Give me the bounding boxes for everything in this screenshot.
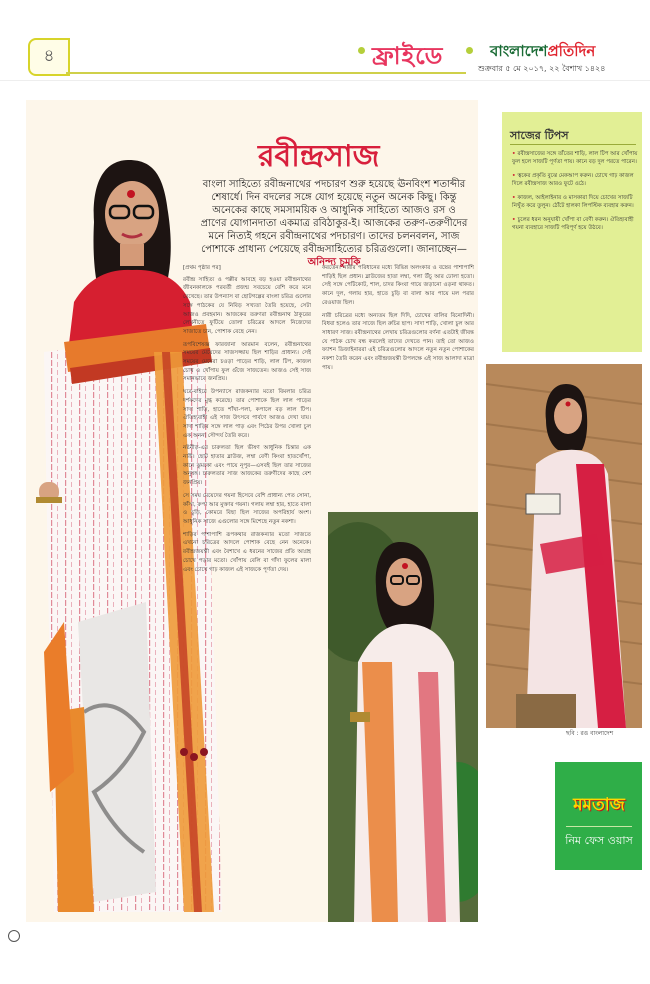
tip-item <box>512 194 638 210</box>
article-column-1 <box>183 264 311 924</box>
page-number: ৪ <box>28 38 70 76</box>
photo-credit: ছবি : রঙ বাংলাদেশ <box>566 730 614 737</box>
header-divider <box>0 80 650 81</box>
registration-mark-icon <box>8 930 20 942</box>
article-column-2 <box>322 264 474 514</box>
model-photo-middle <box>328 512 478 922</box>
paragraph: নষ্টনীড়-এর চারুলতা ছিল ভীষণ আধুনিক চিন্তার এক নারী। ছোট হাতার ব্লাউজ, লম্বা বেণী কিংবা হাতখোঁপা, কানে ঝুমকো এবং পায়ে নূপুর—এসবই ছিল তার সাজের অনুষঙ্গ। চারুলতার সাজ আজকের তরুণীদের কাছে বেশ জনপ্রিয়। <box>183 445 311 487</box>
model-photo-right <box>486 364 642 728</box>
brand-second: প্রতিদিন <box>547 42 596 60</box>
tips-list <box>512 150 638 238</box>
ad-rule <box>566 826 632 827</box>
paragraph: করতেন। নারীর পরিধানের মধ্যে বিভিন্ন অলংকার ও বস্ত্রের পাশাপাশি শাড়িই ছিল প্রধান। ব্লাউজের হাতা লম্বা, গলা উঁচু আর ঢোলা হতো। সেই সঙ্গে পেটিকোট, শাল, চাদর কিংবা গায়ে জড়ানো ওড়না থাকত। কানে দুল, গলায় হার, হাতে চুড়ি বা বালা আর পায়ে মল পরার রেওয়াজ ছিল। <box>322 265 474 306</box>
article-title: রবীন্দ্রসাজ <box>258 139 380 174</box>
author-name: অনিন্দ্য চুমকি <box>307 257 361 268</box>
bullet-icon: • <box>512 217 518 223</box>
paragraph: রূপবিশেষজ্ঞ ফারজানা আরমান বলেন, রবীন্দ্রনাথের সময়ের মেয়েদের সাজসজ্জায় ছিল শাড়ির প্রাধান্য। সেই সময়ের মেয়েরা চওড়া পাড়ের শাড়ি, লাল টিপ, কাজল চোখ ও খোঁপায় ফুল গুঁজে সাজতেন। আজও সেই সাজ সমানভাবে জনপ্রিয়। <box>183 341 311 383</box>
newspaper-brand <box>490 40 595 65</box>
tip-item <box>512 216 638 232</box>
tip-text: রবীন্দ্রসাজের সঙ্গে তাঁতের শাড়ি, লাল টিপ আর খোঁপায় ফুল হলে সাজটি পূর্ণতা পায়। কানে বড় দুল পরতে পারেন। <box>512 151 638 165</box>
bullet-icon: • <box>512 173 518 179</box>
tip-item <box>512 150 638 166</box>
paragraph: সে সময় মেয়েদের গয়না হিসেবে বেশি প্রাধান্য পেত সোনা, কাঁসা, রুপা আর মুক্তার গয়না। গলায় লম্বা হার, হাতে বালা ও চুড়ি, কোমরে বিছা ছিল সাজের অপরিহার্য অংশ। আধুনিক সাজে এগুলোর সঙ্গে মিশেছে নতুন নকশা। <box>183 492 311 525</box>
issue-date: শুক্রবার ৫ মে ২০১৭, ২২ বৈশাখ ১৪২৪ <box>478 64 606 73</box>
tips-title: সাজের টিপস <box>510 129 569 142</box>
continued-marker: [প্রথম পৃষ্ঠার পর] <box>183 265 221 271</box>
ad-brand: মমতাজ <box>573 795 625 815</box>
tips-rule <box>510 144 636 145</box>
paragraph: নারী চরিত্রের মধ্যে অন্যতম ছিল দিদি, চোখের বালির বিনোদিনী। বিধবা হলেও তার সাজে ছিল রুচির ছাপ। সাদা শাড়ি, খোলা চুল আর সাধারণ সাজ। রবীন্দ্রনাথের লেখায় চরিত্রগুলোর বর্ণনা এতটাই জীবন্ত যে পাঠক চোখ বন্ধ করলেই তাদের দেখতে পান। তাই তো আজও ফ্যাশন ডিজাইনাররা এই চরিত্রগুলোর আদলে নতুন নতুন পোশাকের নকশা তৈরি করেন এবং রবীন্দ্রজয়ন্তী উপলক্ষে এই সাজ আলাদা মাত্রা পায়। <box>322 312 474 371</box>
bullet-icon: • <box>512 151 518 157</box>
bullet-icon: • <box>512 195 518 201</box>
section-title: ফ্রাইডে <box>372 41 444 70</box>
paragraph: শাড়ির পাশাপাশি রূপকথার রাজকন্যার মতো সাজতে এখনো চরিত্রের আদলে পোশাক বেছে নেন অনেকে। রবীন্দ্রজয়ন্তী এবং বৈশাখে এ ধরনের সাজের প্রতি আগ্রহ চোখে পড়ার মতো। খোঁপায় বেলি বা গাঁদা ফুলের মালা এবং চোখে গাঢ় কাজল এই সাজকে পূর্ণতা দেয়। <box>183 531 311 573</box>
brand-first: বাংলাদেশ <box>490 42 548 60</box>
paragraph: রবীন্দ্র সাহিত্য ও পল্লীর আবহে বড় হওয়া রবীন্দ্রনাথের জীবনকালকে পরবর্তী প্রজন্ম সবচেয়ে বেশি করে মনে রেখেছে। তার উপন্যাস বা ছোটগল্পের বাংলা চরিত্র গুলোর সঙ্গে পাঠকের যে নিবিড় সখ্যতা তৈরি হয়েছে, সেটা আজও প্রবহমান। আজকের তরুণরা রবীন্দ্রনাথ ঠাকুরের লেখনীতে ফুটিয়ে তোলা চরিত্রের আদলে নিজেদের সাজাতে চান, পোশাক বেছে নেন। <box>183 276 311 335</box>
ad-product: নিম ফেস ওয়াস <box>565 834 633 847</box>
tip-text: ত্বকের প্রকৃতি বুঝে মেকআপ করুন। চোখে গাঢ় কাজল দিলে রবীন্দ্রসাজ আরও ফুটে ওঠে। <box>512 173 634 187</box>
tip-item <box>512 172 638 188</box>
header-dot <box>466 47 473 54</box>
tip-text: কাজল, আইলাইনার ও মাসকারা দিয়ে চোখের সাজটি নিখুঁত করে তুলুন। ঠোঁটে হালকা লিপস্টিক ব্যবহার করুন। <box>512 195 634 209</box>
intro-text: বাংলা সাহিত্যে রবীন্দ্রনাথের পদচারণ শুরু হয়েছে ঊনবিংশ শতাব্দীর শেষার্ধে। দিন বদলের সঙ্গে যোগ হয়েছে নতুন অনেক কিছু। কিন্তু অনেকের কাছে সমসাময়িক ও আধুনিক সাহিত্যে আজও রস ও প্রাণের যোগানদাতা একমাত্র রবিঠাকুর-ই। আজকের তরুণ-তরুণীদের মনে নিত্যই গহনে রবীন্দ্রনাথের পদচারণ। তাদের চলনবলন, সাজ পোশাকে প্রাধান্য পেয়েছে রবীন্দ্রসাহিত্যের চরিত্রগুলো। জানাচ্ছেন— <box>200 179 468 255</box>
article-intro <box>198 178 470 269</box>
tip-text: চুলের ধরন অনুযায়ী খোঁপা বা বেণী করুন। ঐতিহ্যবাহী গয়না ব্যবহারে সাজটি পরিপূর্ণ হয়ে উঠবে। <box>512 217 634 231</box>
paragraph: ঘরে-বাইরে উপন্যাসে রাজকন্যার মতো বিমলার চরিত্র দর্শকদের মুগ্ধ করেছে। তার পোশাকে ছিল লাল পাড়ের সাদা শাড়ি, হাতে শাঁখা-পলা, কপালে বড় লাল টিপ। ঐতিহ্যবাহী এই সাজ উৎসবে পার্বণে আজও দেখা যায়। সাদা শাড়ির সঙ্গে লাল পাড় এবং পিঠের উপর খোলা চুল এক অনন্য সৌন্দর্য তৈরি করে। <box>183 389 311 439</box>
header-dot <box>358 47 365 54</box>
